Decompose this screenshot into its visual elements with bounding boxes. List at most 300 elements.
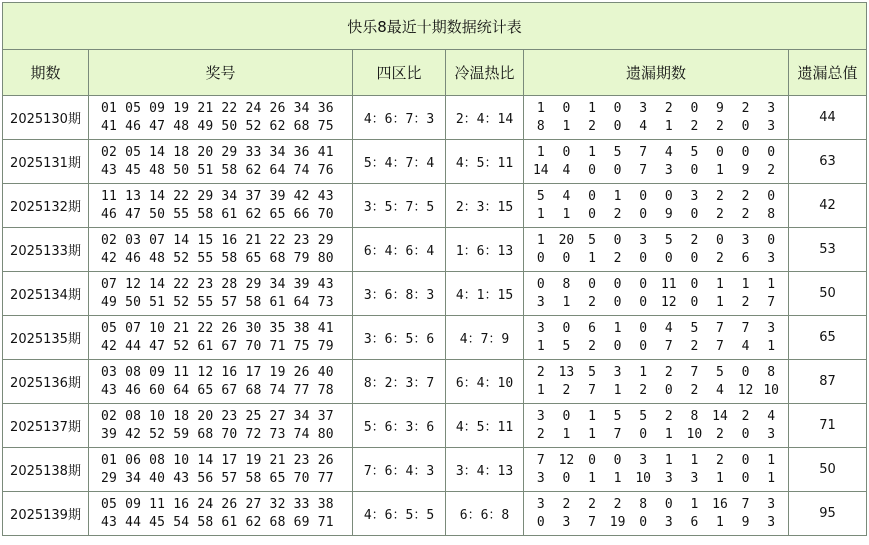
miss-line-1: [524, 100, 788, 118]
miss-value: 1: [767, 470, 776, 486]
miss-line-1: [524, 320, 788, 338]
numbers-line-1: 11 13 14 22 29 34 37 39 42 43: [101, 188, 334, 204]
period-cell: 2025139期: [3, 492, 89, 536]
miss-value: 16: [712, 496, 728, 512]
miss-value: 2: [716, 452, 724, 468]
miss-value: 5: [664, 232, 673, 248]
miss-value: 8: [639, 496, 648, 512]
miss-value: 0: [639, 206, 648, 222]
miss-value: 8: [767, 364, 776, 380]
miss-value: 7: [664, 338, 673, 354]
miss-value: 1: [767, 452, 776, 468]
header-miss-periods: 遗漏期数: [524, 50, 789, 96]
miss-value: 2: [690, 338, 699, 354]
zone-ratio-cell: 8：2：3：7: [353, 360, 446, 404]
zone-ratio-cell: 3：5：7：5: [353, 184, 446, 228]
miss-value: 2: [716, 250, 724, 266]
miss-value: 0: [639, 250, 648, 266]
miss-value: 2: [588, 118, 596, 134]
miss-value: 4: [562, 162, 571, 178]
miss-value: 2: [588, 294, 596, 310]
table-row: [3, 448, 867, 492]
miss-value: 3: [767, 514, 776, 530]
miss-value: 0: [639, 426, 648, 442]
miss-periods-cell: [524, 448, 789, 492]
miss-value: 2: [767, 162, 776, 178]
stats-table-container: [2, 2, 866, 543]
table-row: [3, 184, 867, 228]
miss-value: 2: [741, 408, 750, 424]
miss-value: 0: [588, 188, 596, 204]
miss-value: 0: [613, 276, 622, 292]
miss-value: 1: [716, 514, 724, 530]
miss-value: 2: [613, 250, 622, 266]
miss-value: 2: [690, 382, 699, 398]
miss-total-cell: 44: [789, 96, 867, 140]
miss-value: 3: [613, 364, 622, 380]
miss-value: 1: [588, 100, 596, 116]
miss-line-1: [524, 452, 788, 470]
numbers-line-1: 03 08 09 11 12 16 17 19 26 40: [101, 364, 334, 380]
miss-value: 1: [716, 470, 724, 486]
miss-value: 0: [690, 250, 699, 266]
miss-value: 3: [536, 470, 545, 486]
miss-value: 19: [609, 514, 626, 530]
miss-value: 2: [664, 100, 673, 116]
numbers-line-1: 07 12 14 22 23 28 29 34 39 43: [101, 276, 334, 292]
miss-value: 1: [536, 100, 545, 116]
table-row: [3, 96, 867, 140]
miss-value: 5: [690, 144, 699, 160]
zone-ratio-cell: 4：6：5：5: [353, 492, 446, 536]
miss-value: 9: [741, 162, 750, 178]
temp-ratio-cell: 3：4：13: [446, 448, 524, 492]
temp-ratio-cell: 2：3：15: [446, 184, 524, 228]
numbers-line-2: 43 44 45 54 58 61 62 68 69 71: [101, 514, 334, 530]
numbers-cell: [89, 492, 353, 536]
miss-value: 3: [767, 320, 776, 336]
miss-value: 0: [741, 426, 750, 442]
miss-value: 1: [613, 188, 622, 204]
numbers-line-1: 02 03 07 14 15 16 21 22 23 29: [101, 232, 334, 248]
period-cell: 2025134期: [3, 272, 89, 316]
miss-value: 7: [716, 320, 724, 336]
miss-value: 0: [588, 206, 596, 222]
numbers-cell: [89, 228, 353, 272]
miss-value: 4: [562, 188, 571, 204]
miss-value: 12: [660, 294, 677, 310]
miss-value: 7: [639, 162, 648, 178]
miss-value: 3: [664, 470, 673, 486]
table-row: [3, 272, 867, 316]
numbers-line-1: 02 08 10 18 20 23 25 27 34 37: [101, 408, 334, 424]
miss-value: 3: [767, 118, 776, 134]
miss-line-1: [524, 276, 788, 294]
miss-value: 9: [664, 206, 673, 222]
miss-value: 0: [664, 382, 673, 398]
miss-value: 2: [716, 118, 724, 134]
header-temp-ratio: 冷温热比: [446, 50, 524, 96]
miss-line-2: [524, 118, 788, 136]
numbers-line-1: 05 09 11 16 24 26 27 32 33 38: [101, 496, 334, 512]
miss-value: 0: [639, 188, 648, 204]
numbers-line-2: 42 44 47 52 61 67 70 71 75 79: [101, 338, 334, 354]
miss-value: 1: [536, 232, 545, 248]
miss-value: 0: [639, 276, 648, 292]
numbers-cell: [89, 360, 353, 404]
miss-line-1: [524, 144, 788, 162]
miss-value: 2: [639, 382, 648, 398]
miss-value: 3: [639, 100, 648, 116]
period-cell: 2025137期: [3, 404, 89, 448]
miss-value: 2: [536, 364, 545, 380]
miss-value: 3: [767, 250, 776, 266]
numbers-cell: [89, 448, 353, 492]
miss-value: 1: [562, 426, 571, 442]
miss-value: 0: [536, 514, 545, 530]
miss-value: 3: [767, 426, 776, 442]
miss-value: 0: [613, 294, 622, 310]
numbers-line-2: 43 46 60 64 65 67 68 74 77 78: [101, 382, 334, 398]
miss-value: 12: [737, 382, 754, 398]
miss-value: 0: [536, 250, 545, 266]
numbers-cell: [89, 316, 353, 360]
miss-value: 0: [639, 338, 648, 354]
miss-value: 3: [536, 320, 545, 336]
period-cell: 2025131期: [3, 140, 89, 184]
table-row: [3, 360, 867, 404]
numbers-line-2: 39 42 52 59 68 70 72 73 74 80: [101, 426, 334, 442]
miss-value: 0: [639, 294, 648, 310]
table-row: [3, 228, 867, 272]
miss-value: 2: [716, 188, 724, 204]
numbers-line-1: 01 06 08 10 14 17 19 21 23 26: [101, 452, 334, 468]
miss-value: 10: [635, 470, 651, 486]
miss-periods-cell: [524, 140, 789, 184]
miss-value: 7: [588, 514, 596, 530]
miss-value: 2: [664, 364, 673, 380]
miss-value: 3: [664, 162, 673, 178]
zone-ratio-cell: 3：6：5：6: [353, 316, 446, 360]
miss-line-2: [524, 426, 788, 444]
miss-value: 0: [613, 338, 622, 354]
miss-value: 2: [741, 206, 750, 222]
miss-value: 7: [741, 320, 750, 336]
miss-value: 1: [664, 426, 673, 442]
miss-value: 1: [767, 276, 776, 292]
miss-value: 0: [767, 232, 776, 248]
temp-ratio-cell: 2：4：14: [446, 96, 524, 140]
stats-table: [2, 2, 867, 536]
numbers-line-2: 42 46 48 52 55 58 65 68 79 80: [101, 250, 334, 266]
miss-value: 7: [767, 294, 776, 310]
temp-ratio-cell: 6：6：8: [446, 492, 524, 536]
miss-value: 0: [613, 162, 622, 178]
miss-value: 0: [690, 100, 699, 116]
miss-value: 0: [639, 320, 648, 336]
numbers-cell: [89, 140, 353, 184]
miss-value: 0: [562, 320, 571, 336]
miss-value: 7: [741, 496, 750, 512]
miss-value: 10: [686, 426, 703, 442]
miss-value: 1: [562, 118, 571, 134]
miss-value: 1: [741, 276, 750, 292]
miss-value: 5: [588, 232, 596, 248]
miss-total-cell: 50: [789, 272, 867, 316]
miss-value: 2: [562, 382, 571, 398]
numbers-line-1: 05 07 10 21 22 26 30 35 38 41: [101, 320, 334, 336]
miss-value: 2: [690, 118, 699, 134]
miss-total-cell: 50: [789, 448, 867, 492]
miss-value: 5: [562, 338, 571, 354]
miss-line-1: [524, 188, 788, 206]
miss-line-1: [524, 232, 788, 250]
miss-total-cell: 87: [789, 360, 867, 404]
miss-value: 3: [767, 496, 776, 512]
miss-value: 1: [562, 294, 571, 310]
table-body: [3, 96, 867, 536]
miss-value: 10: [763, 382, 779, 398]
miss-value: 0: [716, 232, 724, 248]
temp-ratio-cell: 4：5：11: [446, 140, 524, 184]
miss-value: 0: [613, 118, 622, 134]
zone-ratio-cell: 4：6：7：3: [353, 96, 446, 140]
miss-value: 8: [767, 206, 776, 222]
header-zone-ratio: 四区比: [353, 50, 446, 96]
miss-value: 1: [588, 144, 596, 160]
miss-periods-cell: [524, 492, 789, 536]
miss-value: 0: [562, 100, 571, 116]
miss-value: 7: [536, 452, 545, 468]
miss-periods-cell: [524, 228, 789, 272]
miss-value: 2: [613, 496, 622, 512]
miss-value: 13: [558, 364, 575, 380]
miss-periods-cell: [524, 272, 789, 316]
miss-value: 0: [741, 144, 750, 160]
miss-value: 3: [639, 452, 648, 468]
miss-value: 0: [588, 276, 596, 292]
miss-value: 5: [690, 320, 699, 336]
miss-value: 1: [664, 118, 673, 134]
numbers-cell: [89, 184, 353, 228]
miss-value: 2: [613, 206, 622, 222]
miss-value: 1: [613, 382, 622, 398]
miss-value: 7: [588, 382, 596, 398]
numbers-line-2: 43 45 48 50 51 58 62 64 74 76: [101, 162, 334, 178]
miss-value: 1: [716, 294, 724, 310]
miss-value: 0: [690, 294, 699, 310]
miss-value: 5: [613, 408, 622, 424]
miss-value: 3: [536, 496, 545, 512]
miss-value: 3: [639, 232, 648, 248]
miss-value: 2: [562, 496, 571, 512]
miss-value: 1: [690, 496, 699, 512]
miss-value: 3: [741, 232, 750, 248]
miss-value: 7: [716, 338, 724, 354]
miss-value: 0: [716, 144, 724, 160]
temp-ratio-cell: 4：1：15: [446, 272, 524, 316]
period-cell: 2025132期: [3, 184, 89, 228]
miss-value: 8: [536, 118, 545, 134]
miss-line-1: [524, 364, 788, 382]
table-title: 快乐8最近十期数据统计表: [3, 3, 867, 50]
miss-value: 7: [690, 364, 699, 380]
miss-value: 0: [690, 162, 699, 178]
miss-value: 6: [588, 320, 596, 336]
temp-ratio-cell: 4：5：11: [446, 404, 524, 448]
miss-value: 4: [741, 338, 750, 354]
miss-value: 14: [712, 408, 728, 424]
miss-value: 0: [741, 470, 750, 486]
miss-value: 3: [562, 514, 571, 530]
miss-value: 0: [562, 470, 571, 486]
temp-ratio-cell: 6：4：10: [446, 360, 524, 404]
miss-value: 1: [588, 250, 596, 266]
miss-value: 6: [690, 514, 699, 530]
miss-value: 2: [690, 232, 699, 248]
miss-value: 0: [588, 162, 596, 178]
table-row: [3, 140, 867, 184]
miss-line-2: [524, 250, 788, 268]
miss-value: 4: [664, 320, 673, 336]
miss-value: 1: [767, 338, 776, 354]
miss-periods-cell: [524, 404, 789, 448]
miss-value: 0: [690, 276, 699, 292]
miss-value: 1: [536, 206, 545, 222]
zone-ratio-cell: 3：6：8：3: [353, 272, 446, 316]
miss-value: 1: [536, 144, 545, 160]
miss-total-cell: 95: [789, 492, 867, 536]
miss-value: 5: [588, 364, 596, 380]
miss-value: 5: [613, 144, 622, 160]
miss-value: 0: [664, 496, 673, 512]
miss-value: 0: [536, 276, 545, 292]
miss-value: 0: [664, 188, 673, 204]
period-cell: 2025135期: [3, 316, 89, 360]
miss-value: 0: [664, 250, 673, 266]
header-miss-total: 遗漏总值: [789, 50, 867, 96]
miss-value: 1: [588, 426, 596, 442]
miss-value: 1: [613, 470, 622, 486]
miss-value: 0: [613, 100, 622, 116]
miss-value: 3: [690, 188, 699, 204]
miss-value: 1: [690, 452, 699, 468]
zone-ratio-cell: 6：4：6：4: [353, 228, 446, 272]
miss-value: 2: [741, 188, 750, 204]
temp-ratio-cell: 4：7：9: [446, 316, 524, 360]
period-cell: 2025138期: [3, 448, 89, 492]
miss-value: 4: [716, 382, 724, 398]
numbers-line-1: 01 05 09 19 21 22 24 26 34 36: [101, 100, 334, 116]
miss-value: 7: [639, 144, 648, 160]
header-period: 期数: [3, 50, 89, 96]
miss-value: 1: [588, 408, 596, 424]
numbers-line-1: 02 05 14 18 20 29 33 34 36 41: [101, 144, 334, 160]
miss-value: 2: [741, 100, 750, 116]
miss-value: 0: [767, 188, 776, 204]
miss-value: 1: [613, 320, 622, 336]
miss-value: 0: [639, 514, 648, 530]
miss-line-1: [524, 408, 788, 426]
miss-value: 1: [588, 470, 596, 486]
miss-periods-cell: [524, 316, 789, 360]
miss-value: 3: [690, 470, 699, 486]
miss-value: 1: [664, 452, 673, 468]
miss-value: 2: [588, 338, 596, 354]
numbers-cell: [89, 272, 353, 316]
miss-value: 1: [562, 206, 571, 222]
miss-value: 0: [741, 364, 750, 380]
miss-total-cell: 65: [789, 316, 867, 360]
zone-ratio-cell: 7：6：4：3: [353, 448, 446, 492]
numbers-line-2: 46 47 50 55 58 61 62 65 66 70: [101, 206, 334, 222]
miss-value: 8: [690, 408, 699, 424]
miss-value: 5: [536, 188, 545, 204]
zone-ratio-cell: 5：6：3：6: [353, 404, 446, 448]
miss-value: 3: [767, 100, 776, 116]
miss-value: 2: [536, 426, 545, 442]
miss-value: 4: [767, 408, 776, 424]
miss-value: 2: [664, 408, 673, 424]
miss-value: 2: [716, 426, 724, 442]
miss-line-2: [524, 206, 788, 224]
miss-total-cell: 63: [789, 140, 867, 184]
miss-value: 14: [532, 162, 549, 178]
table-row: [3, 316, 867, 360]
miss-line-2: [524, 162, 788, 180]
miss-value: 5: [639, 408, 648, 424]
miss-line-2: [524, 514, 788, 532]
miss-value: 9: [716, 100, 724, 116]
miss-line-2: [524, 382, 788, 400]
miss-value: 4: [639, 118, 648, 134]
miss-value: 12: [558, 452, 575, 468]
miss-value: 3: [664, 514, 673, 530]
miss-value: 2: [716, 206, 724, 222]
miss-value: 0: [562, 144, 571, 160]
miss-value: 3: [536, 408, 545, 424]
miss-value: 8: [562, 276, 571, 292]
miss-value: 0: [741, 118, 750, 134]
miss-value: 6: [741, 250, 750, 266]
table-row: [3, 492, 867, 536]
miss-value: 0: [613, 452, 622, 468]
miss-value: 1: [639, 364, 648, 380]
miss-line-2: [524, 470, 788, 488]
miss-value: 3: [536, 294, 545, 310]
miss-value: 4: [664, 144, 673, 160]
temp-ratio-cell: 1：6：13: [446, 228, 524, 272]
numbers-cell: [89, 404, 353, 448]
miss-value: 0: [588, 452, 596, 468]
table-row: [3, 404, 867, 448]
miss-total-cell: 53: [789, 228, 867, 272]
miss-value: 20: [558, 232, 575, 248]
miss-value: 0: [562, 250, 571, 266]
period-cell: 2025133期: [3, 228, 89, 272]
numbers-line-2: 41 46 47 48 49 50 52 62 68 75: [101, 118, 334, 134]
miss-value: 2: [588, 496, 596, 512]
numbers-line-2: 49 50 51 52 55 57 58 61 64 73: [101, 294, 334, 310]
miss-value: 7: [613, 426, 622, 442]
miss-value: 9: [741, 514, 750, 530]
numbers-line-2: 29 34 40 43 56 57 58 65 70 77: [101, 470, 334, 486]
miss-value: 1: [536, 382, 545, 398]
miss-value: 0: [613, 232, 622, 248]
miss-value: 0: [562, 408, 571, 424]
miss-total-cell: 71: [789, 404, 867, 448]
miss-value: 0: [767, 144, 776, 160]
